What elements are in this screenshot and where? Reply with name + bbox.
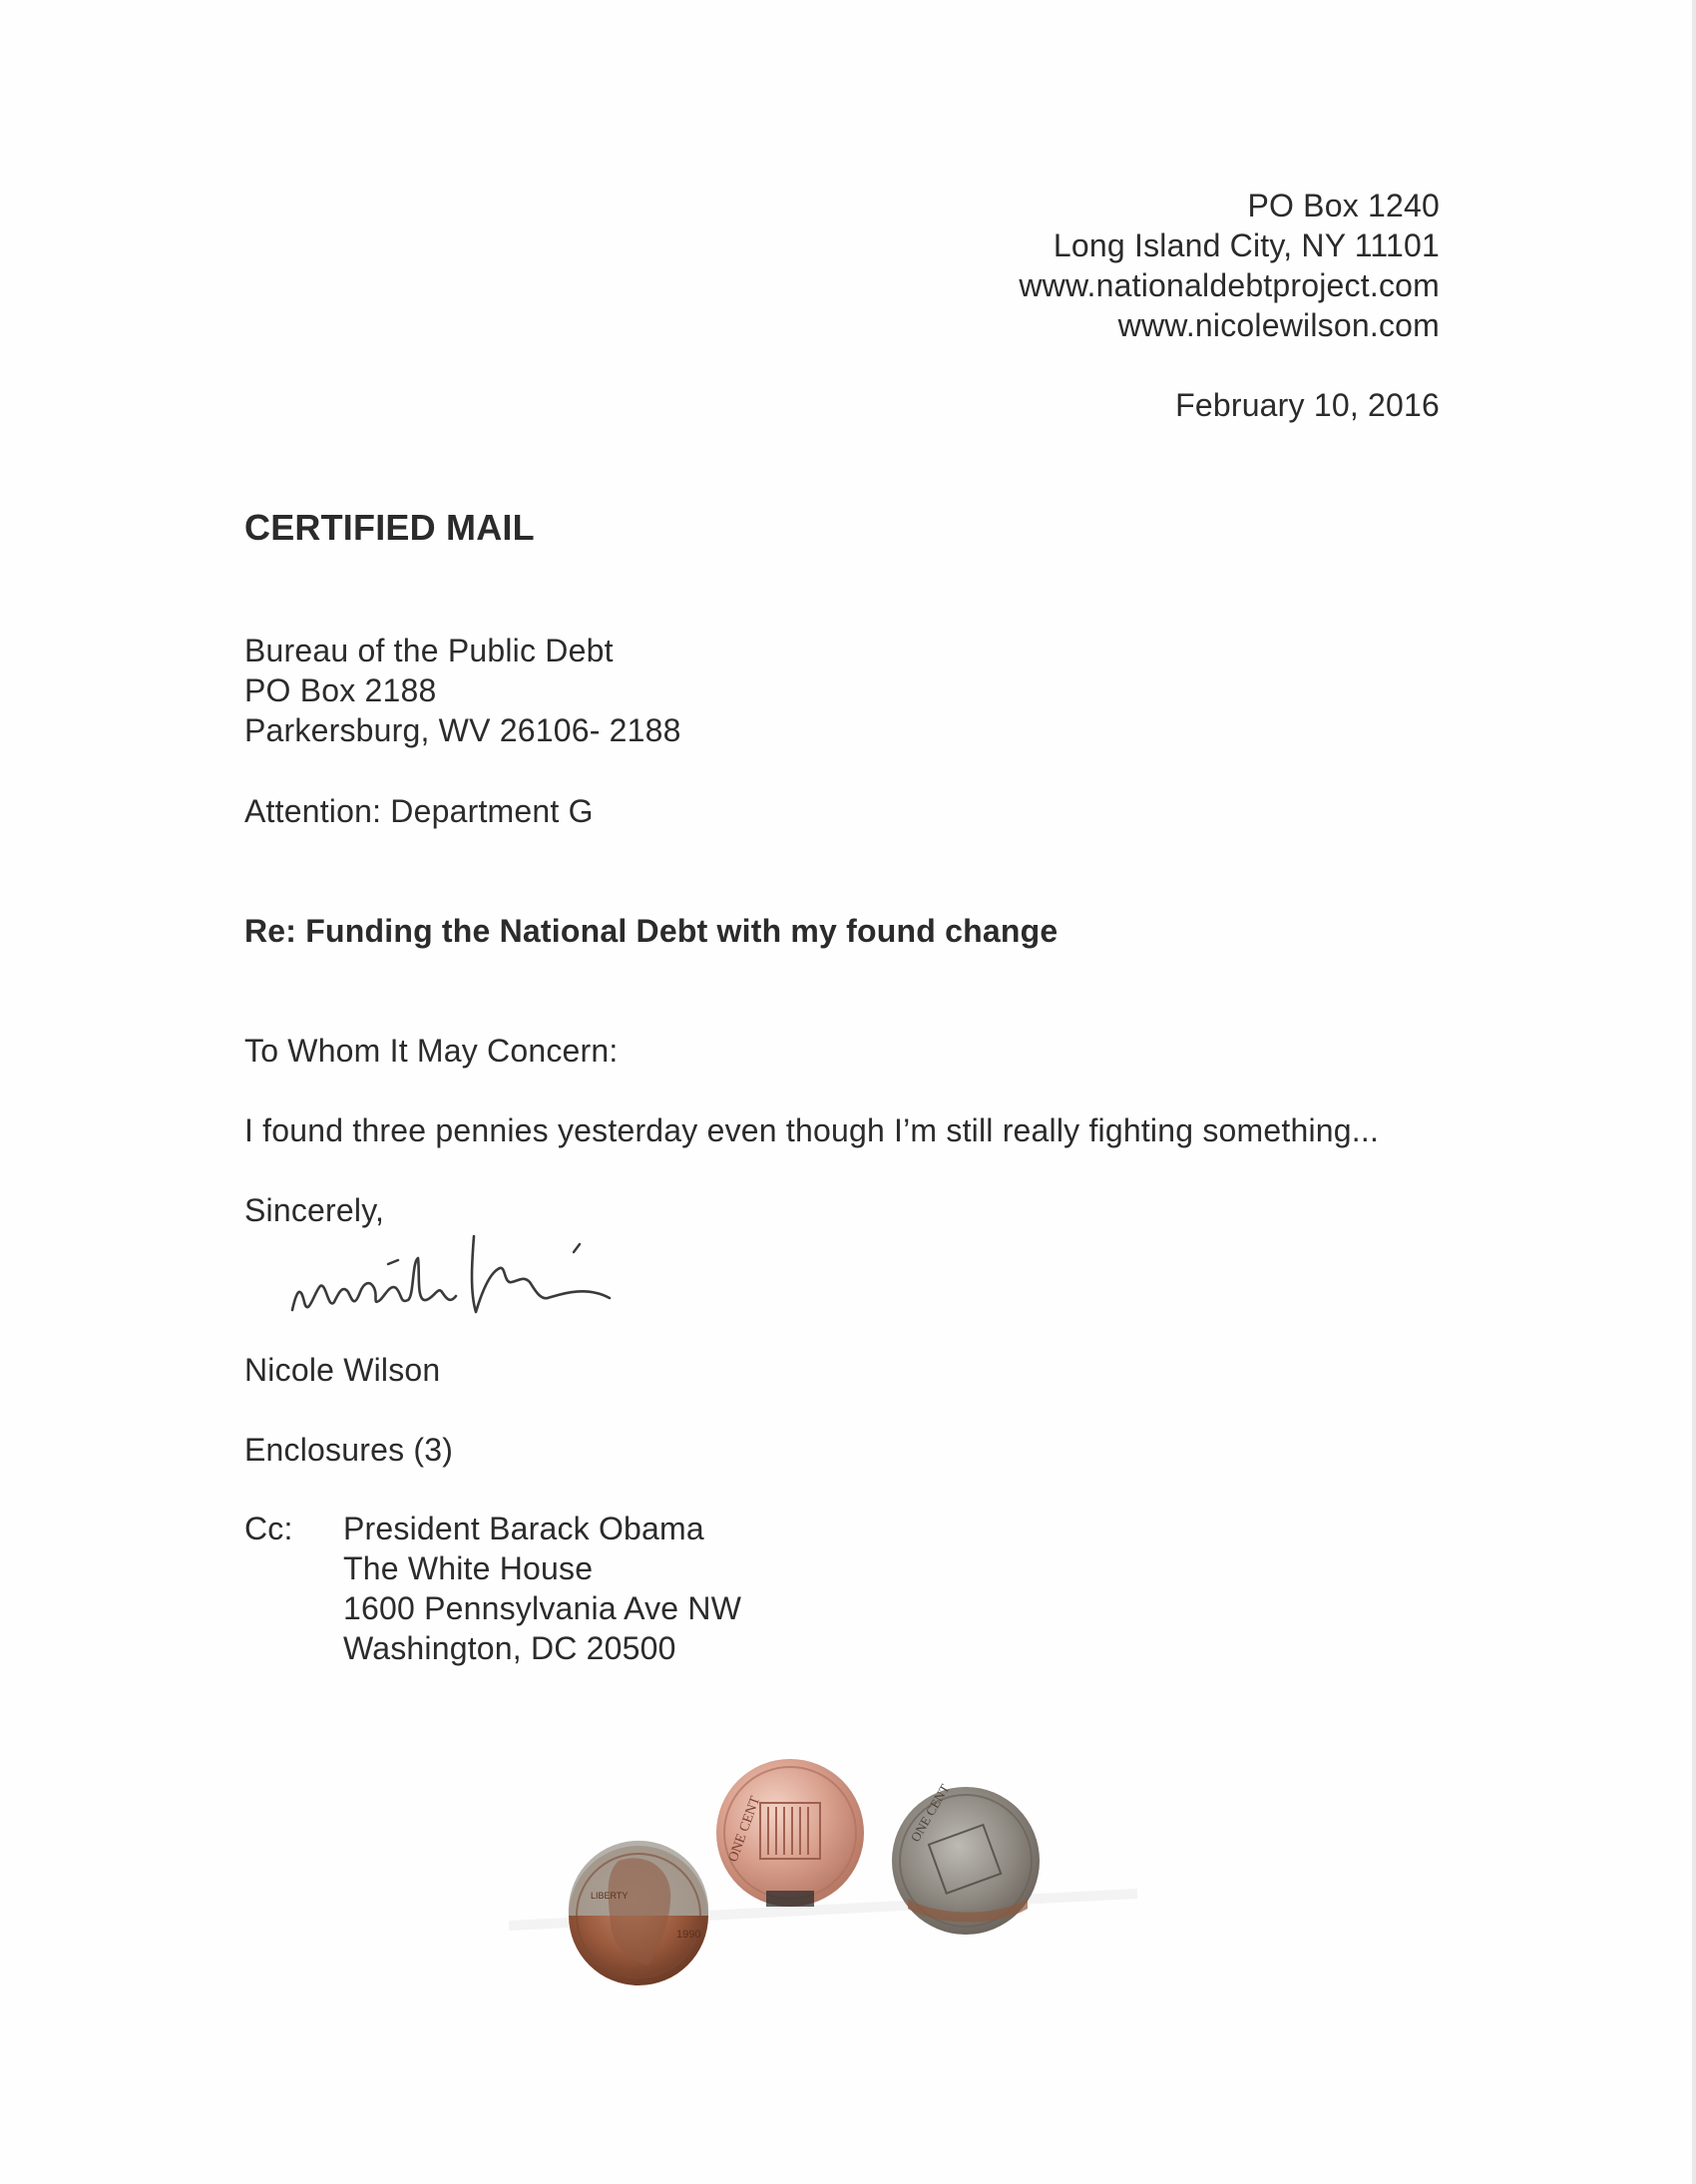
pennies-image bbox=[499, 1741, 1157, 2000]
sender-city-line: Long Island City, NY 11101 bbox=[1053, 227, 1440, 263]
salutation: To Whom It May Concern: bbox=[244, 1033, 619, 1069]
letter-date: February 10, 2016 bbox=[1175, 387, 1440, 423]
signature bbox=[284, 1222, 624, 1337]
sender-website-1: www.nationaldebtproject.com bbox=[1019, 267, 1440, 303]
cc-line-4: Washington, DC 20500 bbox=[343, 1630, 676, 1666]
recipient-line-2: PO Box 2188 bbox=[244, 672, 437, 708]
sender-po-box: PO Box 1240 bbox=[1247, 188, 1440, 223]
enclosed-pennies bbox=[499, 1741, 1157, 2005]
signer-name: Nicole Wilson bbox=[244, 1352, 441, 1388]
body-text: I found three pennies yesterday even though I’m still really fighting something... bbox=[244, 1112, 1380, 1148]
recipient-line-1: Bureau of the Public Debt bbox=[244, 633, 614, 668]
penny-left-date: 1990 bbox=[676, 1929, 701, 1941]
subject-line: Re: Funding the National Debt with my found change bbox=[244, 913, 1059, 949]
sender-website-2: www.nicolewilson.com bbox=[1117, 307, 1440, 343]
cc-label: Cc: bbox=[244, 1511, 293, 1546]
closing: Sincerely, bbox=[244, 1192, 385, 1228]
penny-left bbox=[569, 1841, 708, 1985]
cc-line-2: The White House bbox=[343, 1550, 594, 1586]
penny-left-liberty: LIBERTY bbox=[591, 1891, 629, 1901]
certified-mail-heading: CERTIFIED MAIL bbox=[244, 507, 535, 548]
recipient-line-3: Parkersburg, WV 26106- 2188 bbox=[244, 712, 681, 748]
penny-right-one-cent: ONE CENT bbox=[907, 1781, 953, 1845]
cc-line-1: President Barack Obama bbox=[343, 1511, 704, 1546]
signature-scribble bbox=[284, 1222, 624, 1332]
cc-line-3: 1600 Pennsylvania Ave NW bbox=[343, 1590, 742, 1626]
penny-middle bbox=[716, 1759, 864, 1907]
penny-right bbox=[892, 1782, 1040, 1935]
penny-middle-one-cent: ONE CENT bbox=[725, 1794, 764, 1865]
attention-line: Attention: Department G bbox=[244, 793, 594, 829]
enclosures-line: Enclosures (3) bbox=[244, 1432, 454, 1468]
page-edge bbox=[1692, 0, 1696, 2184]
